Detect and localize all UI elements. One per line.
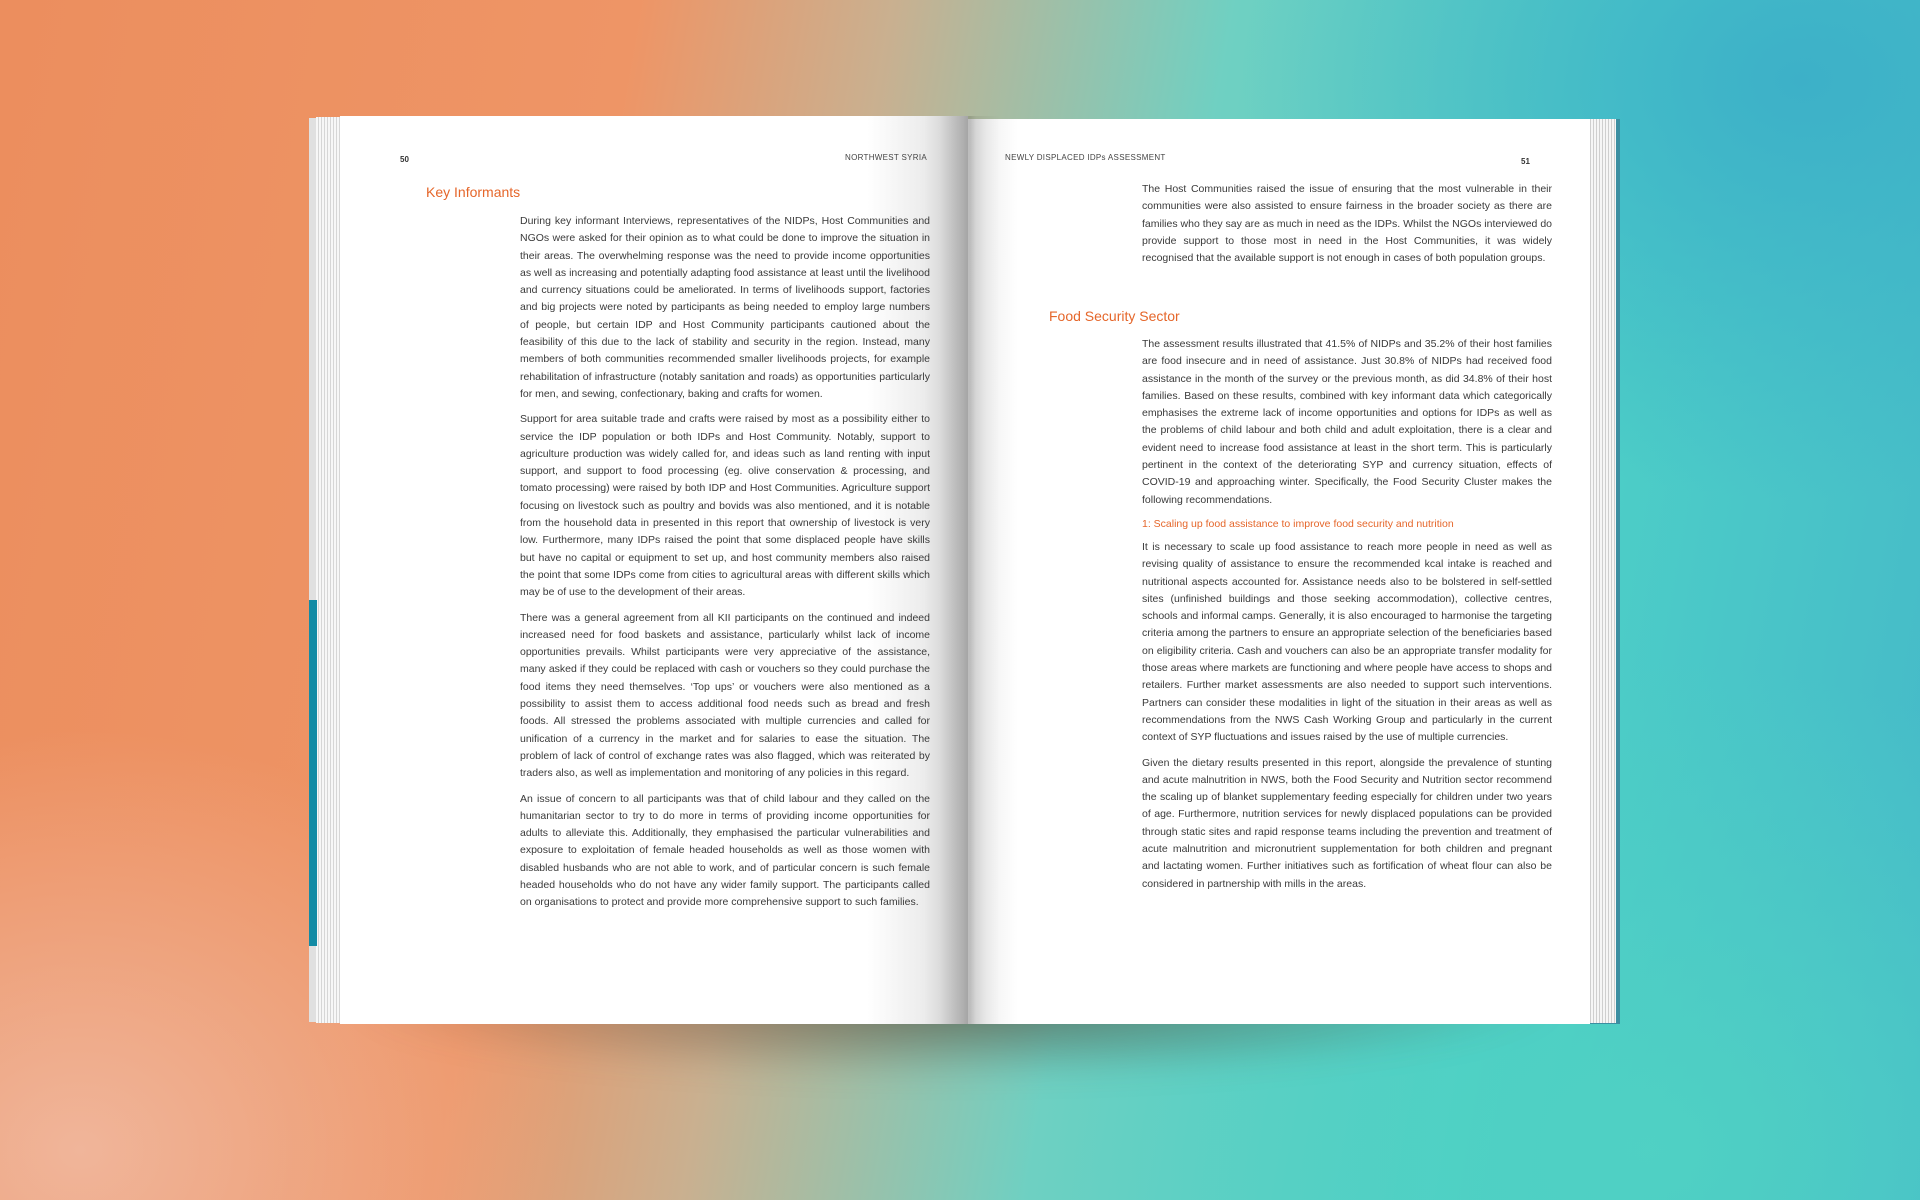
paragraph: Support for area suitable trade and crafts were raised by most as a possibility either to service the IDP population or both IDPs and Host Community. Notably, support to agriculture production was widely called for, and ideas such as land renting with input support, and support to food processing (eg. olive conservation & processing, and tomato processing) were raised by both IDP and Host Communities. Agriculture support focusing on livestock such as poultry and bovids was also mentioned, and it is notable from the household data in presented in this report that ownership of livestock is very low. Furthermore, many IDPs raised the point that some displaced people have skills but have no capital or equipment to set up, and host community members also raised the point that some IDPs come from cities to agricultural areas with different skills which may be of use to the development of their areas. — [520, 413, 930, 599]
intro-text — [1142, 181, 1552, 275]
page-edges-right — [1588, 119, 1616, 1023]
paragraph: There was a general agreement from all KII participants on the continued and indeed increased need for food baskets and assistance, particularly whilst lack of income opportunities prevails. Whilst participants were very appreciative of the assistance, many asked if they could be replaced with cash or vouchers so they could purchase the food items they need themselves. ‘Top ups’ or vouchers were also mentioned as a possibility to assist them to access additional food needs such as bread and fresh foods. All stressed the problems associated with multiple currencies and called for unification of a currency in the market and for salaries to ease the situation. The problem of lack of control of exchange rates was also flagged, which was reiterated by traders also, as well as implementation and monitoring of any policies in this regard. — [520, 611, 930, 780]
cover-accent-stripe — [309, 600, 317, 946]
section-heading: Food Security Sector — [1049, 308, 1180, 324]
paragraph: The assessment results illustrated that 41.5% of NIDPs and 35.2% of their host families are food insecure and in need of assistance. Just 30.8% of NIDPs had received food assistance in the month of the survey or the previous month, as did 34.8% of their host families. Based on these results, combined with key informant data which categorically emphasises the extreme lack of income opportunities and options for IDPs as well as the problems of child labour and both child and adult exploitation, there is a clear and evident need to increase food assistance at least in the short term. This is particularly pertinent in the context of the deteriorating SYP and currency situation, effects of COVID-19 and approaching winter. Specifically, the Food Security Cluster makes the following recommendations. — [1142, 338, 1552, 506]
paragraph: The Host Communities raised the issue of ensuring that the most vulnerable in their communities were also assisted to ensure fairness in the broader society as there are families who they say are as much in need as the IDPs. Whilst the NGOs interviewed do provide support to those most in need in the Host Communities, it was widely recognised that the available support is not enough in cases of both population groups. — [1142, 183, 1552, 265]
paragraph: It is necessary to scale up food assistance to reach more people in need as well as revising quality of assistance to ensure the recommended kcal intake is reached and nutritional aspects accounted for. Assistance needs also to be bolstered in self-settled sites (unfinished buildings and those seeking accommodation), collective centres, schools and informal camps. Generally, it is also encouraged to harmonise the targeting criteria among the partners to ensure an appropriate selection of the beneficiaries based on eligibility criteria. Cash and vouchers can also be an appropriate transfer modality for those areas where markets are functioning and where people have access to shops and retailers. Further market assessments are also needed to support such interventions. Partners can consider these modalities in light of the situation in their areas as well as recommendations from the NWS Cash Working Group and particularly in the current context of SYP fluctuations and issues raised by the use of multiple currencies. — [1142, 540, 1552, 744]
page-number: 51 — [1521, 157, 1530, 166]
book-gutter — [940, 116, 1000, 1024]
running-header: NEWLY DISPLACED IDPs ASSESSMENT — [1005, 153, 1166, 162]
left-page — [340, 116, 968, 1024]
body-text — [1142, 336, 1552, 901]
right-page — [968, 119, 1590, 1024]
recommendation-heading: 1: Scaling up food assistance to improve food security and nutrition — [1142, 517, 1454, 530]
section-heading: Key Informants — [426, 184, 521, 200]
paragraph: Given the dietary results presented in this report, alongside the prevalence of stunting and acute malnutrition in NWS, both the Food Security and Nutrition sector recommend the scaling up of blanket supplementary feeding especially for children under two years of age. Furthermore, nutrition services for newly displaced populations can be provided through static sites and rapid response teams including the prevention and treatment of acute malnutrition and micronutrient supplementation for both children and pregnant and lactating women. Further initiatives such as fortification of wheat flour can also be considered in partnership with mills in the areas. — [1142, 756, 1552, 890]
running-header: NORTHWEST SYRIA — [845, 153, 927, 162]
paragraph: During key informant Interviews, representatives of the NIDPs, Host Communities and NGOs were asked for their opinion as to what could be done to improve the situation in their areas. The overwhelming response was the need to provide income opportunities as well as increasing and potentially adapting food assistance at least until the livelihood and currency situations could be ameliorated. In terms of livelihoods support, factories and big projects were noted by participants as being needed to employ large numbers of people, but certain IDP and Host Community participants cautioned about the feasibility of this due to the lack of stability and security in the region. Instead, many members of both communities recommended smaller livelihoods projects, for example rehabilitation of infrastructure (notably sanitation and roads) as opportunities particularly for men, and sewing, confectionary, baking and crafts for women. — [520, 215, 930, 400]
page-edges-left — [316, 117, 342, 1023]
page-number: 50 — [400, 155, 409, 164]
body-text — [520, 213, 930, 920]
paragraph: An issue of concern to all participants was that of child labour and they called on the humanitarian sector to try to do more in terms of providing income opportunities for adults to alleviate this. Additionally, they emphasised the particular vulnerabilities and exposure to exploitation of female headed households as well as those women with disabled husbands who are not able to work, and of particular concern is such female headed households who do not have any wider family support. The participants called on organisations to protect and provide more comprehensive support to such families. — [520, 792, 930, 909]
